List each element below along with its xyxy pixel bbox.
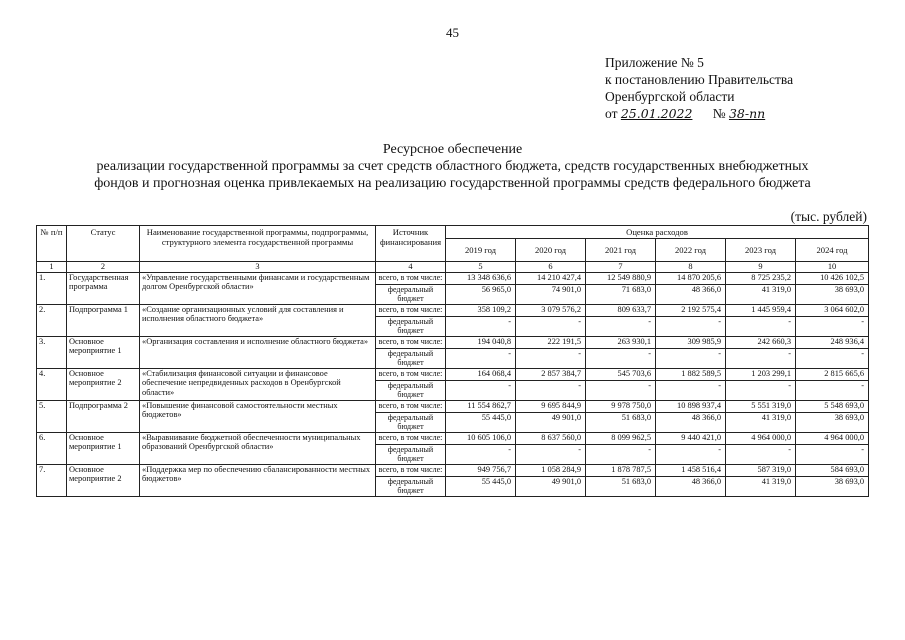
source-federal: федеральный бюджет — [376, 444, 446, 464]
column-numbers-row — [37, 262, 869, 273]
row-number: 4. — [37, 368, 67, 400]
value-total: 949 756,7 — [446, 464, 516, 476]
unit-label: (тыс. рублей) — [790, 209, 867, 224]
value-total: 1 445 959,4 — [726, 304, 796, 316]
row-status: Государственная программа — [67, 272, 140, 304]
value-federal: - — [586, 348, 656, 368]
value-federal: - — [446, 444, 516, 464]
number-label: № — [712, 106, 726, 121]
header-num: № п/п — [37, 226, 67, 262]
value-federal: 48 366,0 — [656, 284, 726, 304]
column-number: 10 — [796, 262, 869, 273]
value-federal: 41 319,0 — [726, 476, 796, 496]
appendix-block — [605, 54, 793, 122]
appendix-line-1: Приложение № 5 — [605, 55, 704, 70]
value-federal: - — [796, 380, 869, 400]
header-year: 2020 год — [516, 239, 586, 262]
value-total: 1 878 787,5 — [586, 464, 656, 476]
row-status: Основное мероприятие 2 — [67, 368, 140, 400]
title-line-3: фондов и прогнозная оценка привлекаемых на реализацию государственной программы средств федерального бюджета — [94, 176, 811, 191]
source-federal: федеральный бюджет — [376, 380, 446, 400]
value-total: 1 458 516,4 — [656, 464, 726, 476]
value-federal: - — [516, 444, 586, 464]
value-federal: - — [796, 316, 869, 336]
value-federal: 38 693,0 — [796, 412, 869, 432]
source-federal: федеральный бюджет — [376, 316, 446, 336]
source-total: всего, в том числе: — [376, 336, 446, 348]
value-federal: 48 366,0 — [656, 412, 726, 432]
column-number: 7 — [586, 262, 656, 273]
value-federal: - — [656, 444, 726, 464]
value-federal: - — [516, 348, 586, 368]
row-number: 3. — [37, 336, 67, 368]
source-total: всего, в том числе: — [376, 272, 446, 284]
value-federal: 71 683,0 — [586, 284, 656, 304]
value-total: 2 815 665,6 — [796, 368, 869, 380]
value-federal: 49 901,0 — [516, 476, 586, 496]
value-federal: - — [656, 348, 726, 368]
value-federal: - — [656, 380, 726, 400]
value-total: 13 348 636,6 — [446, 272, 516, 284]
row-name: «Выравнивание бюджетной обеспеченности муниципальных образований Оренбургской области» — [140, 432, 376, 464]
value-total: 5 548 693,0 — [796, 400, 869, 412]
value-total: 584 693,0 — [796, 464, 869, 476]
value-total: 10 605 106,0 — [446, 432, 516, 444]
value-total: 1 058 284,9 — [516, 464, 586, 476]
row-status: Основное мероприятие 1 — [67, 432, 140, 464]
value-total: 9 440 421,0 — [656, 432, 726, 444]
value-federal: - — [586, 380, 656, 400]
value-total: 809 633,7 — [586, 304, 656, 316]
row-status: Подпрограмма 2 — [67, 400, 140, 432]
source-total: всего, в том числе: — [376, 464, 446, 476]
value-total: 3 079 576,2 — [516, 304, 586, 316]
table-row — [37, 272, 869, 284]
value-total: 2 857 384,7 — [516, 368, 586, 380]
value-federal: - — [516, 380, 586, 400]
table-body — [37, 272, 869, 496]
row-number: 1. — [37, 272, 67, 304]
value-federal: - — [586, 444, 656, 464]
row-name: «Повышение финансовой самостоятельности местных бюджетов» — [140, 400, 376, 432]
row-name: «Создание организационных условий для составления и исполнения областного бюджета» — [140, 304, 376, 336]
value-total: 2 192 575,4 — [656, 304, 726, 316]
value-total: 309 985,9 — [656, 336, 726, 348]
value-federal: 55 445,0 — [446, 412, 516, 432]
header-name: Наименование государственной программы, подпрограммы, структурного элемента государственной программы — [140, 226, 376, 262]
value-total: 194 040,8 — [446, 336, 516, 348]
value-federal: - — [726, 316, 796, 336]
value-federal: - — [726, 444, 796, 464]
value-total: 248 936,4 — [796, 336, 869, 348]
value-federal: 41 319,0 — [726, 412, 796, 432]
value-total: 12 549 880,9 — [586, 272, 656, 284]
header-source: Источник финансирования — [376, 226, 446, 262]
document-title — [0, 141, 905, 192]
header-estimate: Оценка расходов — [446, 226, 869, 239]
row-number: 6. — [37, 432, 67, 464]
column-number: 2 — [67, 262, 140, 273]
value-total: 263 930,1 — [586, 336, 656, 348]
value-federal: 38 693,0 — [796, 284, 869, 304]
header-year: 2022 год — [656, 239, 726, 262]
value-total: 9 695 844,9 — [516, 400, 586, 412]
value-total: 4 964 000,0 — [796, 432, 869, 444]
value-total: 164 068,4 — [446, 368, 516, 380]
column-number: 4 — [376, 262, 446, 273]
value-total: 8 637 560,0 — [516, 432, 586, 444]
value-total: 1 203 299,1 — [726, 368, 796, 380]
from-label: от — [605, 106, 618, 121]
column-number: 9 — [726, 262, 796, 273]
handwritten-number: 38-пп — [728, 106, 766, 121]
value-federal: 56 965,0 — [446, 284, 516, 304]
row-name: «Управление государственными финансами и государственным долгом Оренбургской области» — [140, 272, 376, 304]
header-year: 2019 год — [446, 239, 516, 262]
column-number: 6 — [516, 262, 586, 273]
value-total: 545 703,6 — [586, 368, 656, 380]
table-row — [37, 336, 869, 348]
value-total: 1 882 589,5 — [656, 368, 726, 380]
value-total: 8 099 962,5 — [586, 432, 656, 444]
value-total: 5 551 319,0 — [726, 400, 796, 412]
value-federal: - — [726, 348, 796, 368]
column-number: 1 — [37, 262, 67, 273]
header-year: 2021 год — [586, 239, 656, 262]
row-name: «Организация составления и исполнение областного бюджета» — [140, 336, 376, 368]
value-federal: 48 366,0 — [656, 476, 726, 496]
value-total: 358 109,2 — [446, 304, 516, 316]
value-federal: - — [586, 316, 656, 336]
row-number: 7. — [37, 464, 67, 496]
value-total: 10 898 937,4 — [656, 400, 726, 412]
appendix-line-3: Оренбургской области — [605, 89, 735, 104]
row-number: 5. — [37, 400, 67, 432]
value-total: 4 964 000,0 — [726, 432, 796, 444]
source-federal: федеральный бюджет — [376, 348, 446, 368]
value-total: 242 660,3 — [726, 336, 796, 348]
value-federal: 51 683,0 — [586, 476, 656, 496]
column-number: 8 — [656, 262, 726, 273]
header-year: 2023 год — [726, 239, 796, 262]
source-federal: федеральный бюджет — [376, 412, 446, 432]
source-total: всего, в том числе: — [376, 400, 446, 412]
row-number: 2. — [37, 304, 67, 336]
row-name: «Стабилизация финансовой ситуации и финансовое обеспечение непредвиденных расходов в Оренбургской области» — [140, 368, 376, 400]
value-total: 11 554 862,7 — [446, 400, 516, 412]
value-federal: 51 683,0 — [586, 412, 656, 432]
table-row — [37, 368, 869, 380]
value-total: 3 064 602,0 — [796, 304, 869, 316]
row-name: «Поддержка мер по обеспечению сбалансированности местных бюджетов» — [140, 464, 376, 496]
value-total: 587 319,0 — [726, 464, 796, 476]
value-total: 14 870 205,6 — [656, 272, 726, 284]
column-number: 3 — [140, 262, 376, 273]
value-federal: - — [446, 316, 516, 336]
table-row — [37, 304, 869, 316]
value-federal: 55 445,0 — [446, 476, 516, 496]
value-federal: - — [796, 444, 869, 464]
page-number: 45 — [446, 25, 459, 40]
value-federal: - — [516, 316, 586, 336]
appendix-line-2: к постановлению Правительства — [605, 72, 794, 87]
row-status: Подпрограмма 1 — [67, 304, 140, 336]
value-federal: 49 901,0 — [516, 412, 586, 432]
value-total: 10 426 102,5 — [796, 272, 869, 284]
value-federal: - — [796, 348, 869, 368]
value-total: 14 210 427,4 — [516, 272, 586, 284]
source-total: всего, в том числе: — [376, 304, 446, 316]
value-federal: - — [656, 316, 726, 336]
column-number: 5 — [446, 262, 516, 273]
table-row — [37, 464, 869, 476]
row-status: Основное мероприятие 2 — [67, 464, 140, 496]
appendix-date-line — [605, 105, 793, 122]
header-status: Статус — [67, 226, 140, 262]
source-total: всего, в том числе: — [376, 432, 446, 444]
value-federal: 38 693,0 — [796, 476, 869, 496]
source-federal: федеральный бюджет — [376, 284, 446, 304]
value-federal: 41 319,0 — [726, 284, 796, 304]
handwritten-date: 25.01.2022 — [620, 106, 693, 121]
row-status: Основное мероприятие 1 — [67, 336, 140, 368]
source-federal: федеральный бюджет — [376, 476, 446, 496]
title-line-1: Ресурсное обеспечение — [382, 142, 523, 157]
title-line-2: реализации государственной программы за счет средств областного бюджета, средств государственных внебюджетных — [96, 159, 809, 174]
table-row — [37, 400, 869, 412]
value-federal: - — [726, 380, 796, 400]
resource-table — [36, 225, 869, 497]
header-year: 2024 год — [796, 239, 869, 262]
value-federal: - — [446, 380, 516, 400]
value-federal: - — [446, 348, 516, 368]
value-total: 8 725 235,2 — [726, 272, 796, 284]
value-total: 9 978 750,0 — [586, 400, 656, 412]
source-total: всего, в том числе: — [376, 368, 446, 380]
value-federal: 74 901,0 — [516, 284, 586, 304]
value-total: 222 191,5 — [516, 336, 586, 348]
table-row — [37, 432, 869, 444]
